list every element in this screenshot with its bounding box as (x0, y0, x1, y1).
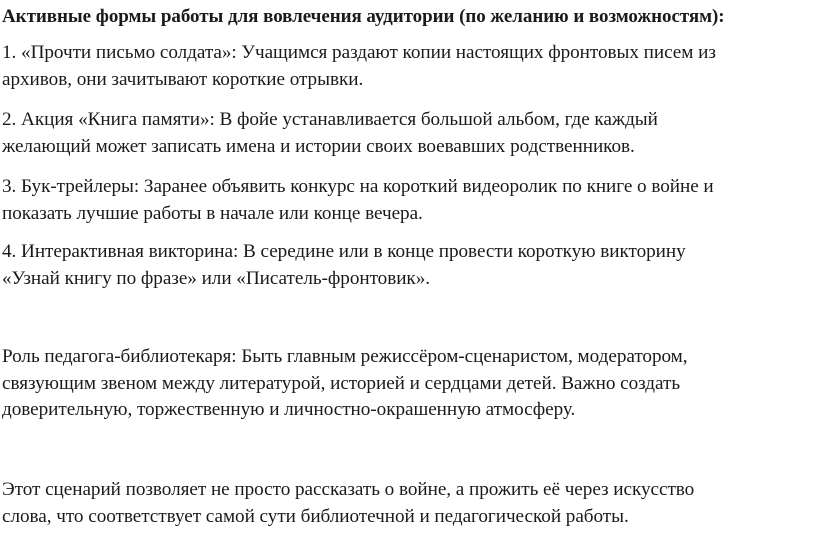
heading-text: Активные формы работы для вовлечения аудитории (по желанию и возможностям): (2, 6, 725, 27)
paragraph-line: доверительную, торжественную и личностно-окрашенную атмосферу. (2, 399, 576, 420)
list-item-line: показать лучшие работы в начале или конце вечера. (2, 202, 423, 224)
list-item-line: архивов, они зачитывают короткие отрывки. (2, 68, 364, 90)
list-item (2, 40, 802, 93)
paragraph-line: слова, что соответствует самой сути библиотечной и педагогической работы. (2, 505, 629, 527)
list-item (2, 239, 802, 292)
list-item-line: 3. Бук-трейлеры: Заранее объявить конкурс на короткий видеоролик по книге о войне и (2, 176, 714, 197)
paragraph-line: Роль педагога-библиотекаря: Быть главным режиссёром-сценаристом, модератором, (2, 346, 688, 367)
summary-paragraph (2, 477, 802, 530)
list-item (2, 174, 802, 227)
document-heading (2, 4, 802, 31)
list-item-line: 4. Интерактивная викторина: В середине или в конце провести короткую викторину (2, 241, 686, 262)
list-item-line: желающий может записать имена и истории своих воевавших родственников. (2, 135, 635, 157)
list-item-line: 2. Акция «Книга памяти»: В фойе устанавливается большой альбом, где каждый (2, 109, 658, 130)
paragraph-line: Этот сценарий позволяет не просто рассказать о войне, а прожить её через искусство (2, 479, 695, 500)
paragraph-line: связующим звеном между литературой, историей и сердцами детей. Важно создать (2, 372, 681, 394)
list-item-line: «Узнай книгу по фразе» или «Писатель-фронтовик». (2, 267, 430, 289)
role-paragraph (2, 344, 802, 424)
list-item-line: 1. «Прочти письмо солдата»: Учащимся раздают копии настоящих фронтовых писем из (2, 42, 716, 63)
list-item (2, 107, 802, 160)
